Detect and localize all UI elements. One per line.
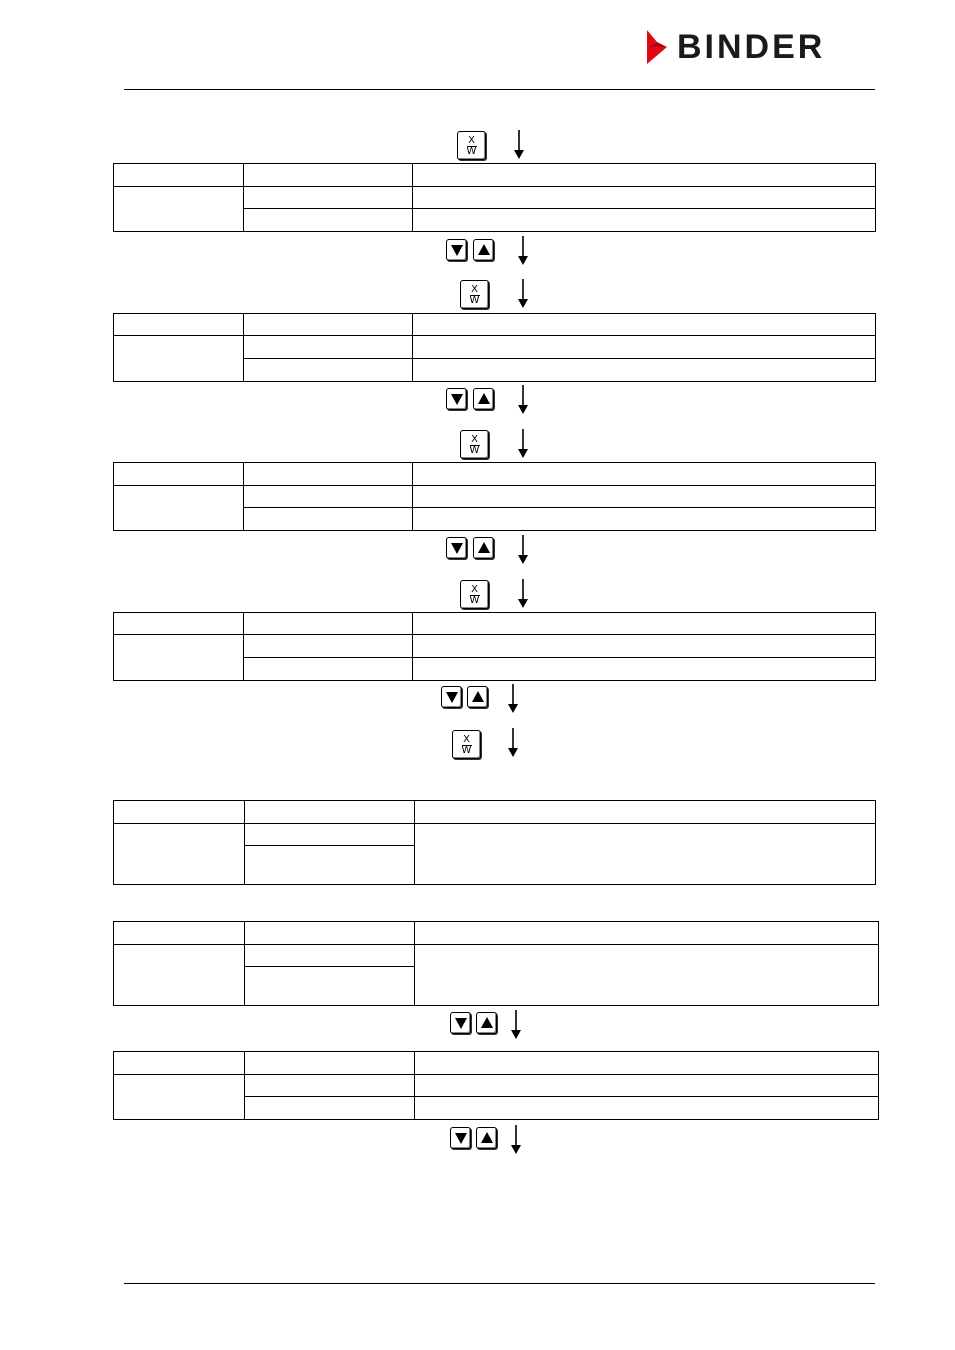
up-arrow-key-icon[interactable] — [473, 388, 494, 410]
flow-arrow-icon — [509, 1125, 523, 1155]
up-arrow-key-icon[interactable] — [473, 239, 494, 261]
binder-logo — [645, 30, 825, 64]
flow-arrow-icon — [506, 728, 520, 758]
header-rule — [124, 89, 875, 90]
down-arrow-key-icon[interactable] — [441, 686, 462, 708]
settings-table — [113, 462, 876, 531]
settings-table — [113, 921, 879, 1006]
flow-arrow-icon — [506, 684, 520, 714]
footer-rule — [124, 1283, 875, 1284]
down-arrow-key-icon[interactable] — [450, 1012, 471, 1034]
settings-table — [113, 313, 876, 382]
flow-arrow-icon — [516, 385, 530, 415]
flow-arrow-icon — [512, 130, 526, 160]
down-arrow-key-icon[interactable] — [450, 1127, 471, 1149]
binder-logo-icon — [645, 30, 669, 64]
settings-table — [113, 163, 876, 232]
set-key-icon[interactable]: X W — [452, 730, 481, 759]
up-arrow-key-icon[interactable] — [476, 1127, 497, 1149]
set-key-icon[interactable]: X W — [460, 280, 489, 309]
binder-logo-text: BINDER — [677, 28, 826, 66]
set-key-icon[interactable]: X W — [457, 131, 486, 160]
up-arrow-key-icon[interactable] — [473, 537, 494, 559]
flow-arrow-icon — [509, 1010, 523, 1040]
set-key-icon[interactable]: X W — [460, 580, 489, 609]
down-arrow-key-icon[interactable] — [446, 239, 467, 261]
down-arrow-key-icon[interactable] — [446, 388, 467, 410]
settings-table — [113, 612, 876, 681]
flow-arrow-icon — [516, 279, 530, 309]
down-arrow-key-icon[interactable] — [446, 537, 467, 559]
settings-table — [113, 1051, 879, 1120]
flow-arrow-icon — [516, 535, 530, 565]
set-key-icon[interactable]: X W — [460, 430, 489, 459]
flow-arrow-icon — [516, 429, 530, 459]
up-arrow-key-icon[interactable] — [476, 1012, 497, 1034]
settings-table — [113, 800, 876, 885]
flow-arrow-icon — [516, 236, 530, 266]
up-arrow-key-icon[interactable] — [467, 686, 488, 708]
flow-arrow-icon — [516, 579, 530, 609]
